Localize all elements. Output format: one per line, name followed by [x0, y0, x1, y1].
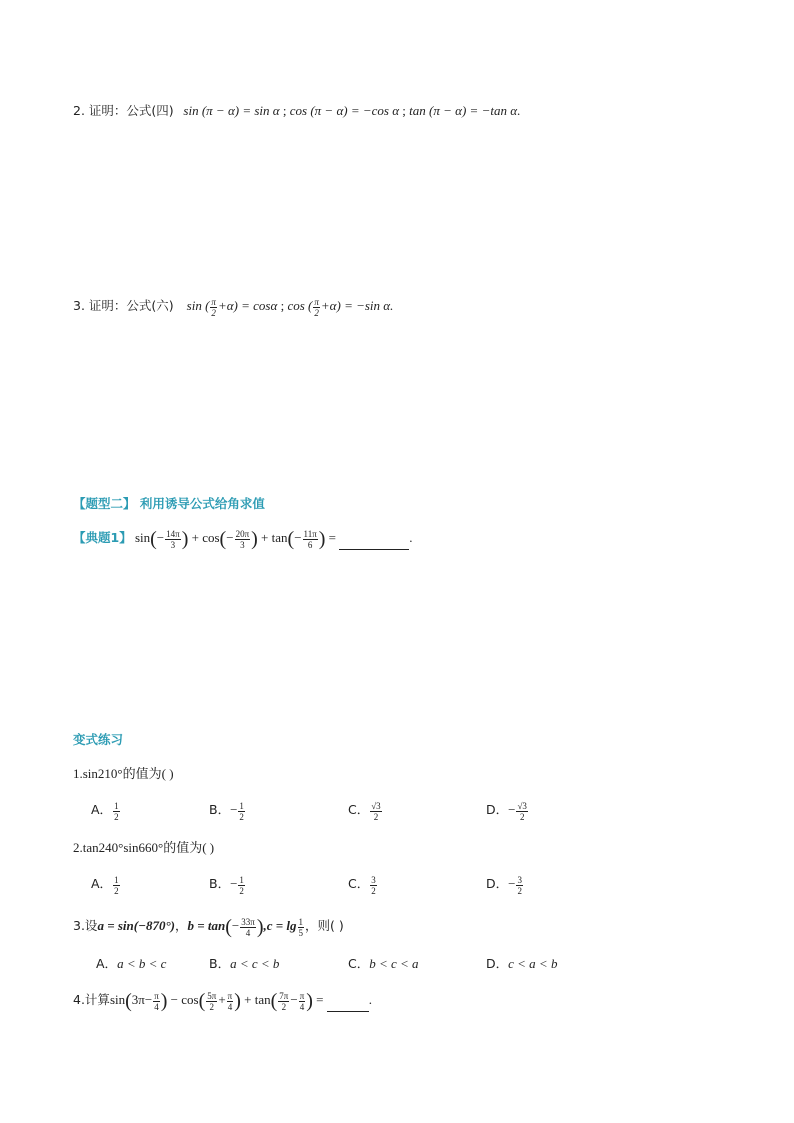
plus-alpha: +α)	[217, 298, 238, 313]
question-2-option-d: D．− $\frac{3}{2}$	[486, 874, 522, 896]
question-1-option-c: C． $\frac{√3}{2}$	[348, 800, 381, 822]
plus-alpha: +α)	[320, 298, 341, 313]
expr-a: a = sin(−870°)	[97, 918, 175, 933]
question-2-stem: 2.tan240°sin660°的值为( )	[73, 840, 215, 855]
plus-sign: +	[261, 530, 269, 545]
example-1-label: 【典题1】	[73, 530, 132, 545]
proof-2-label: 2. 证明：公式(四)	[73, 103, 174, 118]
question-1-option-d: D．− $\frac{√3}{2}$	[486, 800, 527, 822]
practice-title: 变式练习	[73, 732, 124, 747]
example-1: 【典题1】 sin(− $\frac{14\pi}{3}$ ) + cos(− $\frac{20\pi}{3}$ ) + tan(− $\frac{11\pi}{6}$ ) = .	[73, 528, 413, 551]
proof-2-formula-3: tan (π − α) = −tan α	[409, 103, 518, 118]
tan-func: tan	[271, 530, 288, 545]
proof-3-label: 3. 证明：公式(六)	[73, 298, 174, 313]
separator: ;	[282, 103, 287, 118]
question-2-option-a: A． $\frac{1}{2}$	[91, 874, 119, 896]
question-3-option-b: B．a < c < b	[209, 956, 280, 971]
question-3-prefix: 3.设	[73, 918, 98, 933]
minus-sign: −	[226, 530, 234, 545]
question-1-stem: 1.sin210°的值为( )	[73, 766, 174, 781]
proof-2-formula-2: cos (π − α) = −cos α	[289, 103, 400, 118]
question-2-option-b: B．− $\frac{1}{2}$	[209, 874, 244, 896]
section-2-title: 【题型二】 利用诱导公式给角求值	[73, 496, 265, 511]
separator: ;	[402, 103, 406, 118]
question-2-option-c: C． $\frac{3}{2}$	[348, 874, 376, 896]
expr-c: ,c = lg	[263, 918, 297, 933]
question-1-option-b: B．− $\frac{1}{2}$	[209, 800, 244, 822]
question-3-stem: 3.设a = sin(−870°)，b = tan(− $\frac{33\pi}{4}$ ),c = lg $\frac{1}{5}$ ，则( )	[73, 916, 344, 939]
sin-func: sin	[186, 298, 202, 313]
question-4-prefix: 4.计算	[73, 992, 110, 1007]
equals-sign: =	[328, 530, 337, 545]
sin-func: sin	[134, 530, 151, 545]
fraction-pi-over-2: $\frac{\pi}{2}$	[314, 296, 319, 318]
period: .	[517, 103, 521, 118]
answer-blank	[327, 997, 369, 1012]
cos-func: cos	[287, 298, 305, 313]
expr-b: b = tan	[187, 918, 226, 933]
period: .	[409, 530, 413, 545]
fraction-14pi-over-3: $\frac{14\pi}{3}$	[166, 528, 180, 550]
fraction-11pi-over-6: $\frac{11\pi}{6}$	[303, 528, 317, 550]
question-4-stem: 4.计算sin(3π− $\frac{\pi}{4}$ ) − cos( $\frac{5\pi}{2}$ + $\frac{\pi}{4}$ ) + tan( $\frac{7\pi}{2}$ − $\frac{\pi}{4}$ ) = .	[73, 990, 372, 1013]
answer-blank	[339, 535, 409, 550]
fraction-pi-over-2: $\frac{\pi}{2}$	[211, 296, 216, 318]
separator: ;	[280, 298, 285, 313]
plus-sign: +	[191, 530, 199, 545]
left-paren: (	[205, 298, 210, 313]
question-3-option-d: D．c < a < b	[486, 956, 558, 971]
fraction-20pi-over-3: $\frac{20\pi}{3}$	[235, 528, 250, 550]
minus-sign: −	[156, 530, 165, 545]
proof-3	[73, 296, 393, 318]
proof-2-formula-1: sin (π − α) = sin α	[183, 103, 280, 118]
question-3-option-a: A．a < b < c	[96, 956, 167, 971]
minus-sign: −	[294, 530, 302, 545]
rhs-1: = cosα	[241, 298, 278, 313]
question-3-option-c: C．b < c < a	[348, 956, 419, 971]
cos-func: cos	[202, 530, 220, 545]
left-paren: (	[308, 298, 313, 313]
question-1-option-a: A． $\frac{1}{2}$	[91, 800, 119, 822]
proof-2	[73, 101, 520, 121]
rhs-2: = −sin α.	[344, 298, 394, 313]
